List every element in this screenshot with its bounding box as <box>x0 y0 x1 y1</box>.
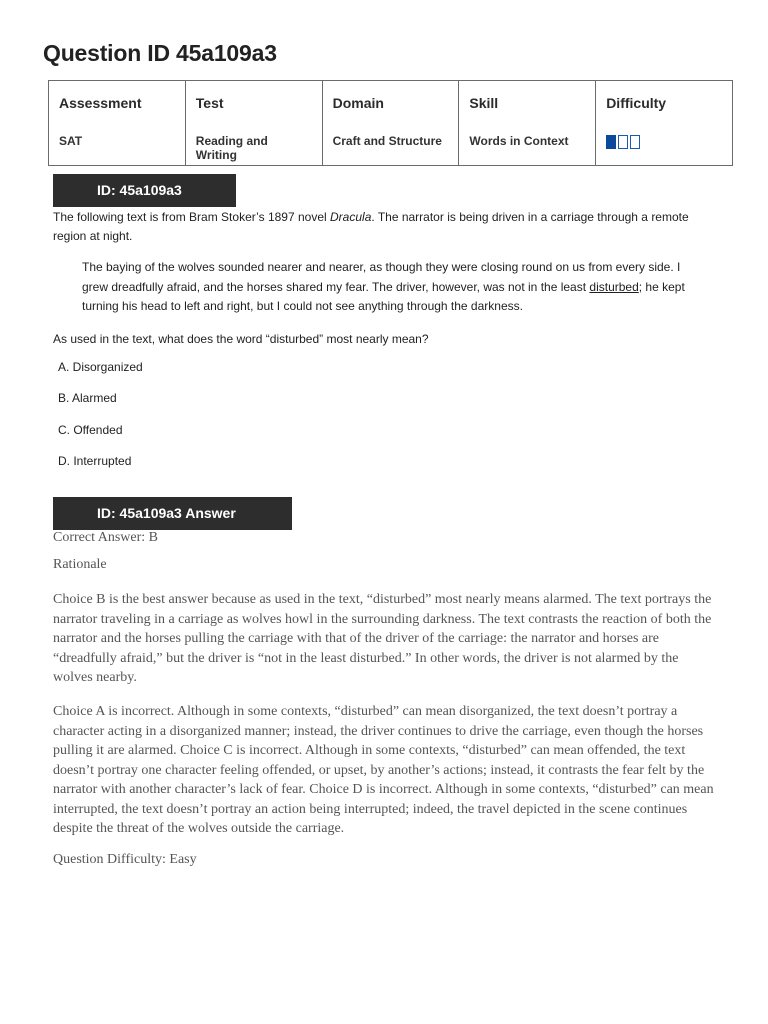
skill-value: Words in Context <box>469 134 569 148</box>
test-cell <box>185 81 322 166</box>
domain-value: Craft and Structure <box>332 134 442 148</box>
skill-cell <box>459 81 596 166</box>
choice-c: C. Offended <box>58 423 123 437</box>
difficulty-box-empty <box>630 135 640 149</box>
question-stem: As used in the text, what does the word “disturbed” most nearly mean? <box>53 332 429 346</box>
passage-text-after: ; he kept turning his head to left and right, but I could not see anything through the darkness. <box>82 279 685 313</box>
test-header: Test <box>195 95 224 111</box>
underlined-word: disturbed <box>589 279 639 294</box>
question-metadata-table <box>48 80 733 166</box>
intro-text-before: The following text is from Bram Stoker’s 1897 novel <box>53 210 331 224</box>
difficulty-box-filled <box>606 135 616 149</box>
domain-cell <box>322 81 459 166</box>
assessment-value: SAT <box>59 134 83 148</box>
passage-text <box>82 258 702 317</box>
domain-header: Domain <box>332 95 384 111</box>
intro-text-after: . The narrator is being driven in a carriage through a remote region at night. <box>53 210 689 243</box>
choice-b: B. Alarmed <box>58 391 117 405</box>
answer-id-banner: ID: 45a109a3 Answer <box>53 497 292 530</box>
choice-a: A. Disorganized <box>58 360 143 374</box>
rationale-paragraph-1: Choice B is the best answer because as used in the text, “disturbed” most nearly means alarmed. The text portrays the narrator traveling in a carriage as wolves howl in the surrounding darkness. The text contrasts the reaction of both the narrator and the horses pulling the carriage with that of the driver of the carriage: the narrator and horses are “dreadfully afraid,” but the driver is “not in the least disturbed.” In other words, the driver is not alarmed by the wolves nearby. <box>53 592 712 685</box>
passage-intro <box>53 208 713 246</box>
assessment-cell <box>49 81 186 166</box>
rationale-paragraph-2: Choice A is incorrect. Although in some contexts, “disturbed” can mean disorganized, the text doesn’t portray a character acting in a disorganized manner; instead, the driver continues to drive the carriage, even though the horses pulling it are alarmed. Choice C is incorrect. Although in some contexts, “disturbed” can mean offended, the text doesn’t portray one character feeling offended, or upset, by another’s actions; instead, it contrasts the fear felt by the narrator with another character’s lack of fear. Choice D is incorrect. Although in some contexts, “disturbed” can mean interrupted, the text doesn’t portray an action being interrupted; indeed, the travel depicted in the scene continues despite the threat of the wolves outside the carriage. <box>53 704 714 836</box>
passage-text-before: The baying of the wolves sounded nearer and nearer, as though they were closing round on us from every side. I grew dreadfully afraid, and the horses shared my fear. The driver, however, was not in the least <box>82 260 681 294</box>
rationale-label: Rationale <box>53 557 107 572</box>
difficulty-cell <box>596 81 733 166</box>
choice-d: D. Interrupted <box>58 454 132 468</box>
difficulty-box-empty <box>618 135 628 149</box>
correct-answer: Correct Answer: B <box>53 530 158 545</box>
difficulty-indicator <box>606 135 722 149</box>
page-title: Question ID 45a109a3 <box>43 40 277 66</box>
question-difficulty: Question Difficulty: Easy <box>53 852 197 867</box>
test-value: Reading and Writing <box>195 134 268 162</box>
assessment-header: Assessment <box>59 95 142 111</box>
skill-header: Skill <box>469 95 499 111</box>
question-id-banner: ID: 45a109a3 <box>53 174 236 207</box>
difficulty-header: Difficulty <box>606 95 667 111</box>
novel-title: Dracula <box>330 210 372 224</box>
